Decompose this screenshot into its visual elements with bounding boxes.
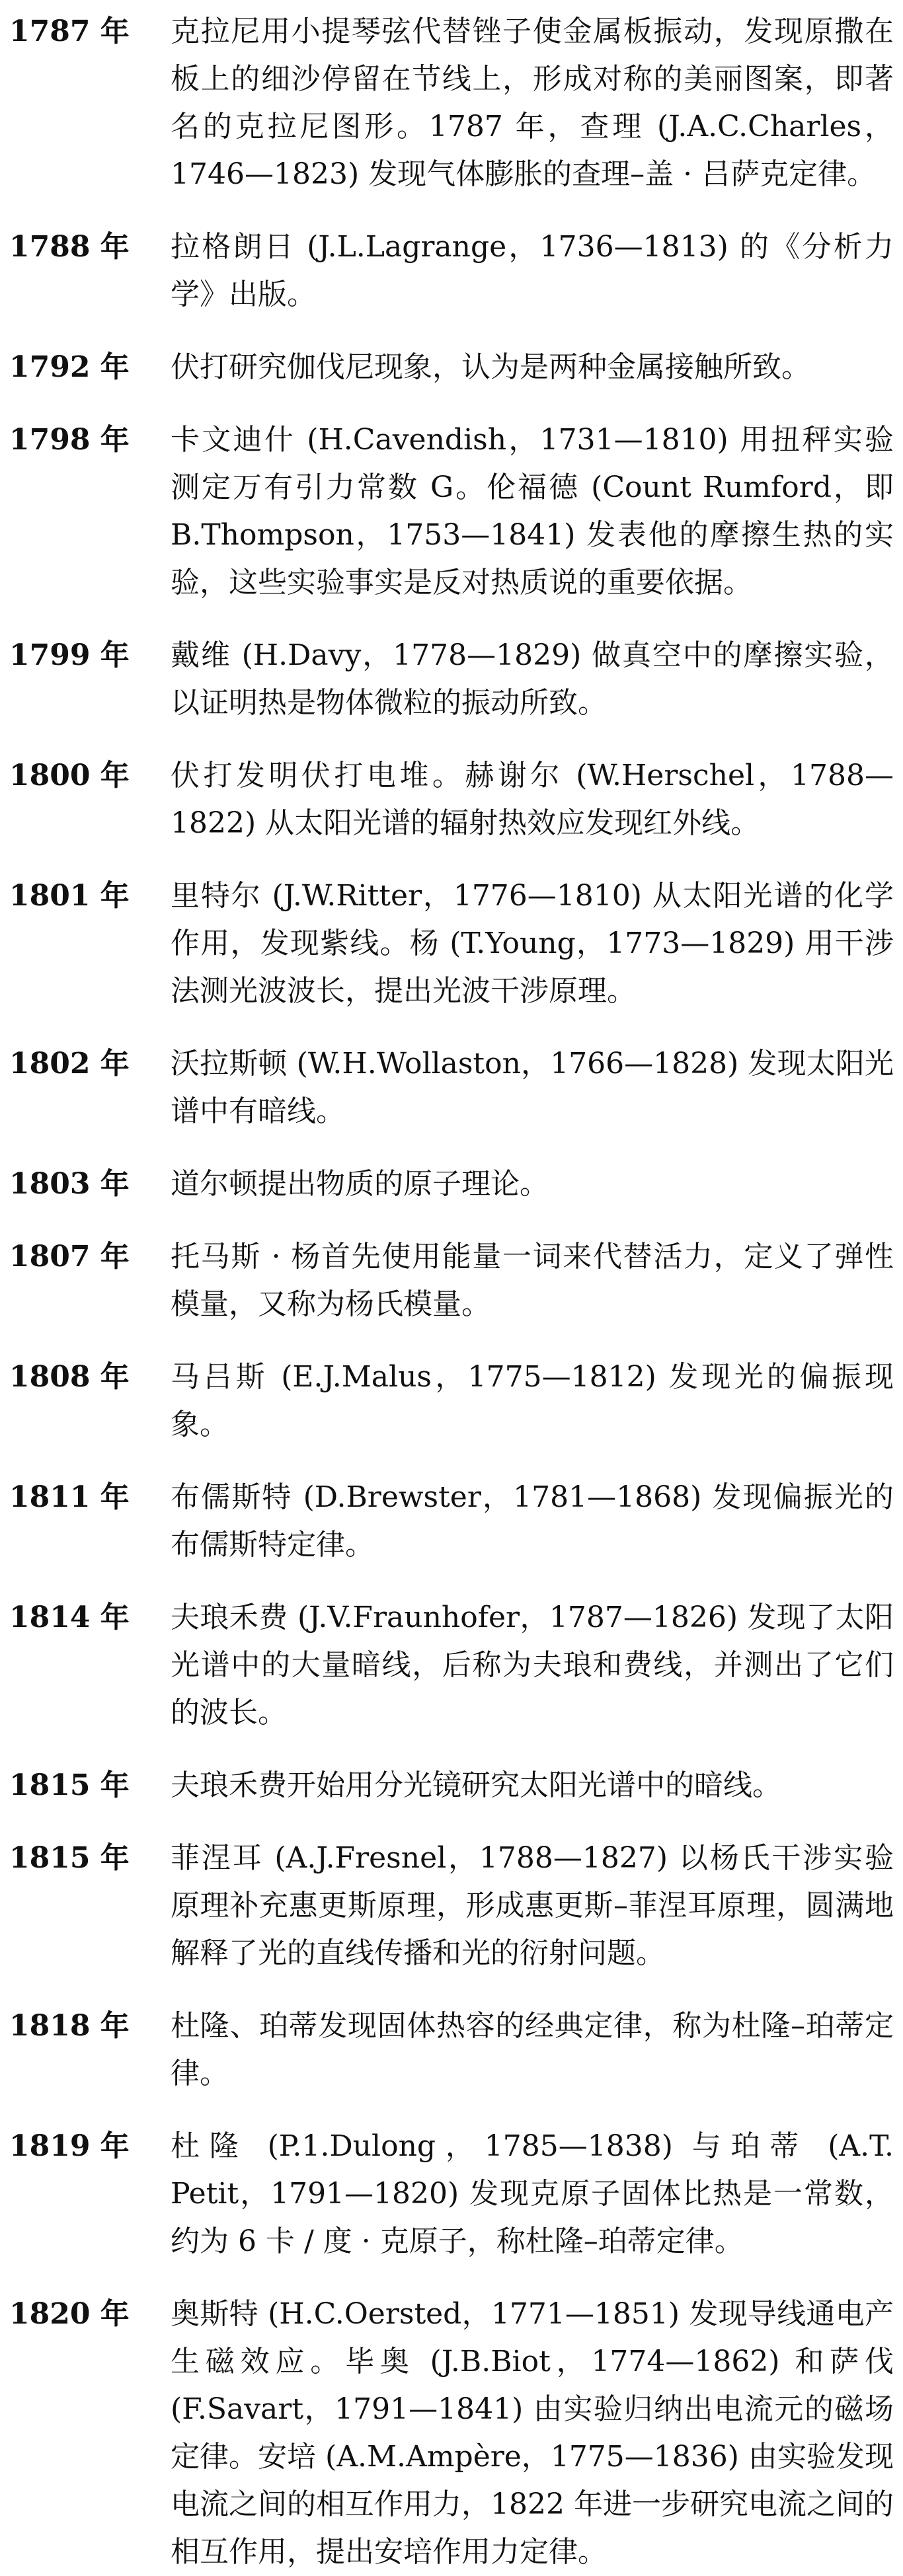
timeline-entry-1798 — [9, 416, 894, 607]
entry-text: 奥斯特 (H.C.Oersted，1771—1851) 发现导线通电产生磁效应。毕奥 (J.B.Biot，1774—1862) 和萨伐 (F.Savart，1791—1841) 由实验归纳出电流元的磁场定律。安培 (A.M.Ampère，1775—1836) 由实验发现电流之间的相互作用力，1822 年进一步研究电流之间的相互作用，提出安培作用力定律。 — [171, 2297, 894, 2569]
entry-text: 托马斯 · 杨首先使用能量一词来代替活力，定义了弹性模量，又称为杨氏模量。 — [171, 1240, 894, 1321]
timeline-entry-1787a — [9, 8, 894, 198]
entry-text: 沃拉斯顿 (W.H.Wollaston，1766—1828) 发现太阳光谱中有暗线。 — [171, 1047, 894, 1128]
timeline-entry-1814 — [9, 1594, 894, 1737]
entry-year: 1815 年 — [9, 1841, 130, 1875]
timeline-entry-1815b — [9, 1835, 894, 1977]
timeline-entry-1818 — [9, 2002, 894, 2098]
entry-year: 1807 年 — [9, 1240, 130, 1273]
timeline-entry-1800 — [9, 752, 894, 847]
timeline-entry-1792 — [9, 344, 894, 391]
entry-year: 1814 年 — [9, 1601, 130, 1634]
entry-text: 菲涅耳 (A.J.Fresnel，1788—1827) 以杨氏干涉实验原理补充惠更斯原理，形成惠更斯–菲涅耳原理，圆满地解释了光的直线传播和光的衍射问题。 — [171, 1841, 894, 1970]
entry-text: 里特尔 (J.W.Ritter，1776—1810) 从太阳光谱的化学作用，发现紫线。杨 (T.Young，1773—1829) 用干涉法测光波波长，提出光波干涉原理。 — [171, 879, 894, 1008]
entry-text: 卡文迪什 (H.Cavendish，1731—1810) 用扭秤实验测定万有引力常数 G。伦福德 (Count Rumford，即 B.Thompson，1753—1841) 发表他的摩擦生热的实验，这些实验事实是反对热质说的重要依据。 — [171, 423, 894, 599]
entry-text: 杜隆、珀蒂发现固体热容的经典定律，称为杜隆–珀蒂定律。 — [171, 2009, 894, 2090]
timeline-entry-1820 — [9, 2291, 894, 2576]
entry-year: 1818 年 — [9, 2009, 130, 2043]
entry-year: 1819 年 — [9, 2129, 130, 2163]
entry-year: 1788 年 — [9, 230, 130, 264]
timeline-entry-1807 — [9, 1233, 894, 1328]
timeline-entry-1799 — [9, 632, 894, 727]
entry-text: 布儒斯特 (D.Brewster，1781—1868) 发现偏振光的布儒斯特定律。 — [171, 1480, 894, 1562]
entry-year: 1799 年 — [9, 638, 130, 672]
entry-text: 伏打研究伽伐尼现象，认为是两种金属接触所致。 — [171, 350, 810, 384]
entry-year: 1808 年 — [9, 1360, 130, 1394]
entry-year: 1802 年 — [9, 1047, 130, 1080]
entry-text: 伏打发明伏打电堆。赫谢尔 (W.Herschel，1788—1822) 从太阳光谱的辐射热效应发现红外线。 — [171, 759, 894, 840]
timeline-entry-1788 — [9, 223, 894, 319]
timeline-entry-1811 — [9, 1474, 894, 1569]
timeline-entry-1808 — [9, 1353, 894, 1449]
timeline-entry-1803 — [9, 1160, 894, 1208]
entry-text: 戴维 (H.Davy，1778—1829) 做真空中的摩擦实验，以证明热是物体微粒的振动所致。 — [171, 638, 894, 720]
entry-year: 1792 年 — [9, 350, 130, 384]
entry-text: 马吕斯 (E.J.Malus，1775—1812) 发现光的偏振现象。 — [171, 1360, 894, 1441]
entry-year: 1815 年 — [9, 1768, 130, 1802]
timeline-entry-1802 — [9, 1040, 894, 1135]
entry-text: 夫琅禾费 (J.V.Fraunhofer，1787—1826) 发现了太阳光谱中的大量暗线，后称为夫琅和费线，并测出了它们的波长。 — [171, 1601, 894, 1729]
entry-year: 1798 年 — [9, 423, 130, 457]
entry-text: 夫琅禾费开始用分光镜研究太阳光谱中的暗线。 — [171, 1768, 781, 1802]
timeline-entry-1819 — [9, 2123, 894, 2265]
entry-text: 杜隆 (P.1.Dulong，1785—1838) 与珀蒂 (A.T. Petit，1791—1820) 发现克原子固体比热是一常数，约为 6 卡 / 度 · 克原子，称杜隆–珀蒂定律。 — [171, 2129, 894, 2258]
entry-year: 1811 年 — [9, 1480, 130, 1514]
entry-year: 1787 年 — [9, 15, 130, 48]
entry-year: 1800 年 — [9, 759, 130, 792]
entry-year: 1801 年 — [9, 879, 130, 913]
entry-text: 克拉尼用小提琴弦代替锉子使金属板振动，发现原撒在板上的细沙停留在节线上，形成对称的美丽图案，即著名的克拉尼图形。1787 年，查理 (J.A.C.Charles，1746—1823) 发现气体膨胀的查理–盖 · 吕萨克定律。 — [171, 15, 894, 191]
timeline-entry-1801 — [9, 872, 894, 1015]
entry-text: 道尔顿提出物质的原子理论。 — [171, 1167, 549, 1201]
entry-year: 1803 年 — [9, 1167, 130, 1201]
timeline-entry-1815a — [9, 1762, 894, 1809]
entry-text: 拉格朗日 (J.L.Lagrange，1736—1813) 的《分析力学》出版。 — [171, 230, 894, 311]
entry-year: 1820 年 — [9, 2297, 130, 2331]
